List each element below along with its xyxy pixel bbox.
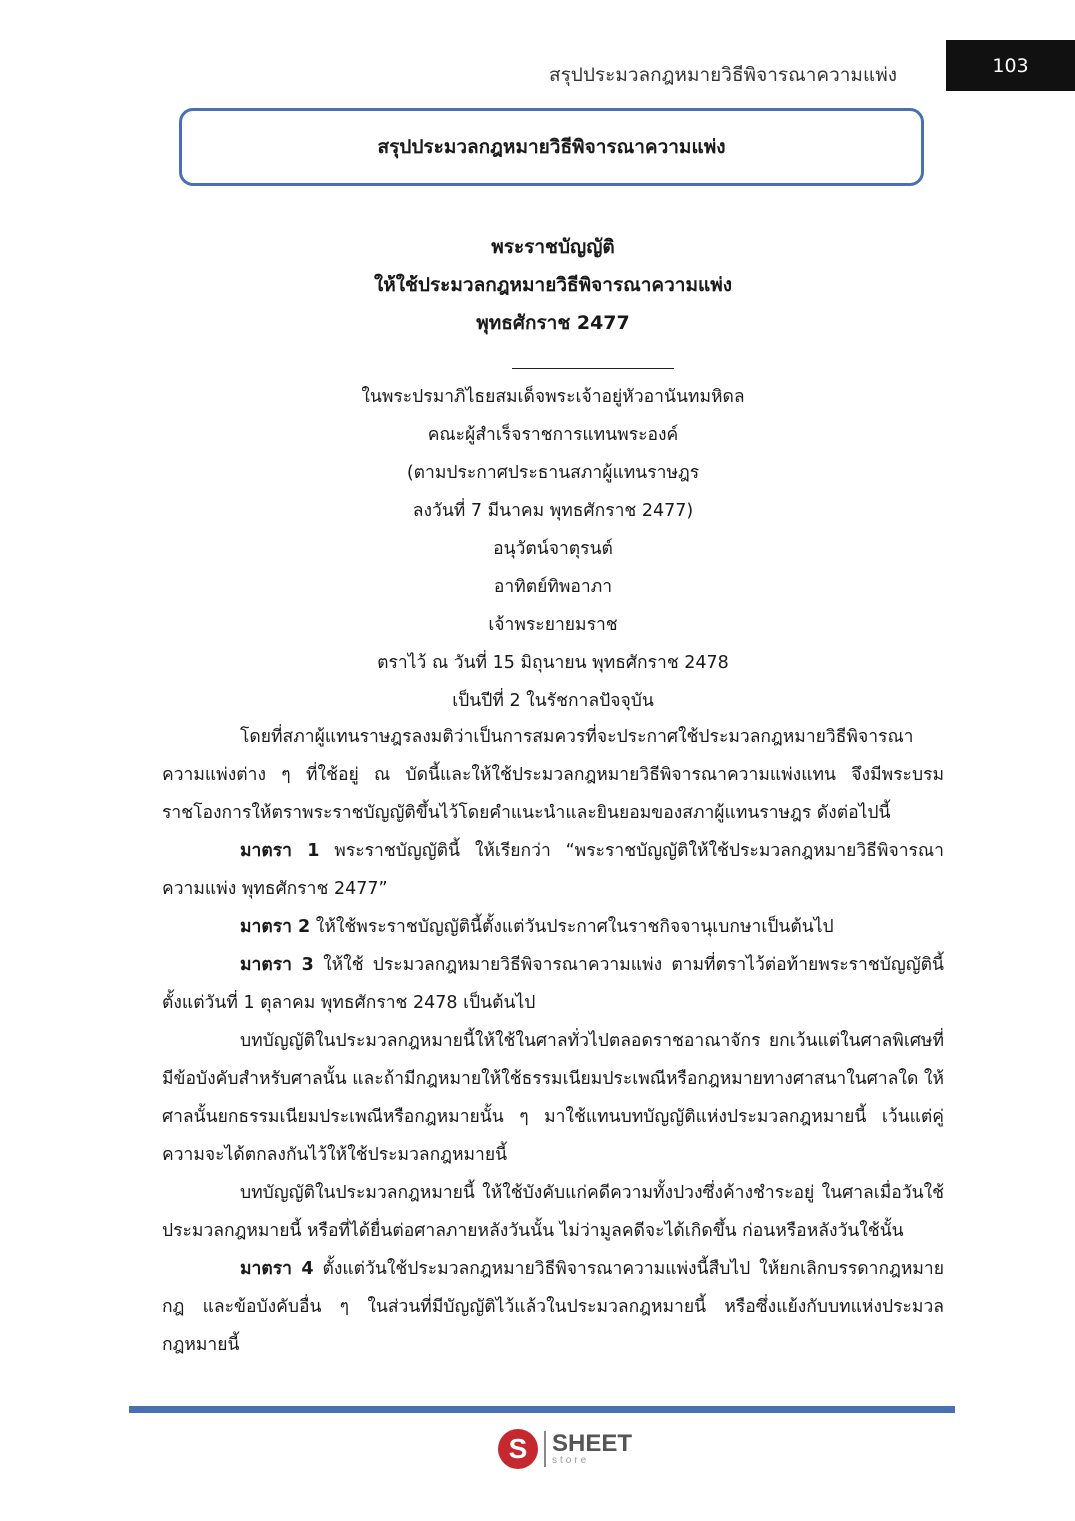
logo-separator (544, 1431, 546, 1467)
logo-main-text: SHEET (552, 1430, 633, 1457)
title-divider (512, 368, 674, 369)
logo-wordmark (552, 1432, 632, 1466)
page-number: 103 (946, 40, 1075, 91)
section-4 (162, 1250, 944, 1364)
section-1-text: พระราชบัญญัตินี้ ให้เรียกว่า “พระราชบัญญัติให้ใช้ประมวลกฎหมายวิธีพิจารณาความแพ่ง พุทธศักราช 2477” (162, 841, 944, 899)
section-2-label: มาตรา 2 (240, 917, 311, 937)
act-title (162, 228, 944, 342)
running-header: สรุปประมวลกฎหมายวิธีพิจารณาความแพ่ง (549, 64, 897, 86)
document-title-box (179, 108, 924, 186)
logo-s-icon: S (498, 1429, 538, 1469)
preamble-line: เป็นปีที่ 2 ในรัชกาลปัจจุบัน (452, 691, 654, 711)
section-1-label: มาตรา 1 (240, 841, 320, 861)
section-3 (162, 946, 944, 1022)
logo-sub-text: store (552, 1455, 590, 1466)
section-2 (162, 908, 944, 946)
section-4-text: ตั้งแต่วันใช้ประมวลกฎหมายวิธีพิจารณาความแพ่งนี้สืบไป ให้ยกเลิกบรรดากฎหมาย กฎ และข้อบังคับอื่น ๆ ในส่วนที่มีบัญญัติไว้แล้วในประมวลกฎหมายนี้ หรือซึ่งแย้งกับบทแห่งประมวลกฎหมายนี้ (162, 1259, 944, 1355)
section-4-label: มาตรา 4 (240, 1259, 314, 1279)
act-title-line3: พุทธศักราช 2477 (476, 312, 630, 334)
footer-rule (129, 1406, 955, 1413)
preamble-line: อาทิตย์ทิพอาภา (493, 577, 613, 597)
preamble-line: ลงวันที่ 7 มีนาคม พุทธศักราช 2477) (412, 501, 694, 521)
section-3-text: ให้ใช้ ประมวลกฎหมายวิธีพิจารณาความแพ่ง ตามที่ตราไว้ต่อท้ายพระราชบัญญัตินี้ ตั้งแต่วันที่ 1 ตุลาคม พุทธศักราช 2478 เป็นต้นไป (162, 955, 944, 1013)
section-2-text: ให้ใช้พระราชบัญญัตินี้ตั้งแต่วันประกาศในราชกิจจานุเบกษาเป็นต้นไป (310, 917, 834, 937)
preamble (162, 378, 944, 720)
courts-paragraph: บทบัญญัติในประมวลกฎหมายนี้ให้ใช้ในศาลทั่วไปตลอดราชอาณาจักร ยกเว้นแต่ในศาลพิเศษที่มีข้อบังคับสำหรับศาลนั้น และถ้ามีกฎหมายให้ใช้ธรรมเนียมประเพณีหรือกฎหมายทางศาสนาในศาลใด ให้ศาลนั้นยกธรรมเนียมประเพณีหรือกฎหมายนั้น ๆ มาใช้แทนบทบัญญัติแห่งประมวลกฎหมายนี้ เว้นแต่คู่ความจะได้ตกลงกันไว้ให้ใช้ประมวลกฎหมายนี้ (162, 1031, 944, 1165)
act-title-line2: ให้ใช้ประมวลกฎหมายวิธีพิจารณาความแพ่ง (373, 274, 733, 296)
preamble-line: (ตามประกาศประธานสภาผู้แทนราษฎร (406, 463, 700, 483)
section-3-label: มาตรา 3 (240, 955, 314, 975)
act-title-line1: พระราชบัญญัติ (491, 236, 615, 258)
preamble-line: ในพระปรมาภิไธยสมเด็จพระเจ้าอยู่หัวอานันทมหิดล (361, 387, 745, 407)
intro-paragraph: โดยที่สภาผู้แทนราษฎรลงมติว่าเป็นการสมควรที่จะประกาศใช้ประมวลกฎหมายวิธีพิจารณาความแพ่งต่าง ๆ ที่ใช้อยู่ ณ บัดนี้และให้ใช้ประมวลกฎหมายวิธีพิจารณาความแพ่งแทน จึงมีพระบรมราชโองการให้ตราพระราชบัญญัติขึ้นไว้โดยคำแนะนำและยินยอมของสภาผู้แทนราษฎร ดังต่อไปนี้ (162, 727, 944, 823)
sheet-store-logo (498, 1427, 632, 1471)
preamble-line: อนุวัตน์จาตุรนต์ (493, 539, 613, 559)
document-title: สรุปประมวลกฎหมายวิธีพิจารณาความแพ่ง (377, 136, 726, 158)
preamble-line: ตราไว้ ณ วันที่ 15 มิถุนายน พุทธศักราช 2478 (377, 653, 729, 673)
pending-cases-paragraph: บทบัญญัติในประมวลกฎหมายนี้ ให้ใช้บังคับแก่คดีความทั้งปวงซึ่งค้างชำระอยู่ ในศาลเมื่อวันใช้ประมวลกฎหมายนี้ หรือที่ได้ยื่นต่อศาลภายหลังวันนั้น ไม่ว่ามูลคดีจะได้เกิดขึ้น ก่อนหรือหลังวันใช้นั้น (162, 1183, 944, 1241)
preamble-line: เจ้าพระยายมราช (488, 615, 618, 635)
preamble-line: คณะผู้สำเร็จราชการแทนพระองค์ (427, 425, 679, 445)
section-1 (162, 832, 944, 908)
body-text (162, 718, 944, 1364)
